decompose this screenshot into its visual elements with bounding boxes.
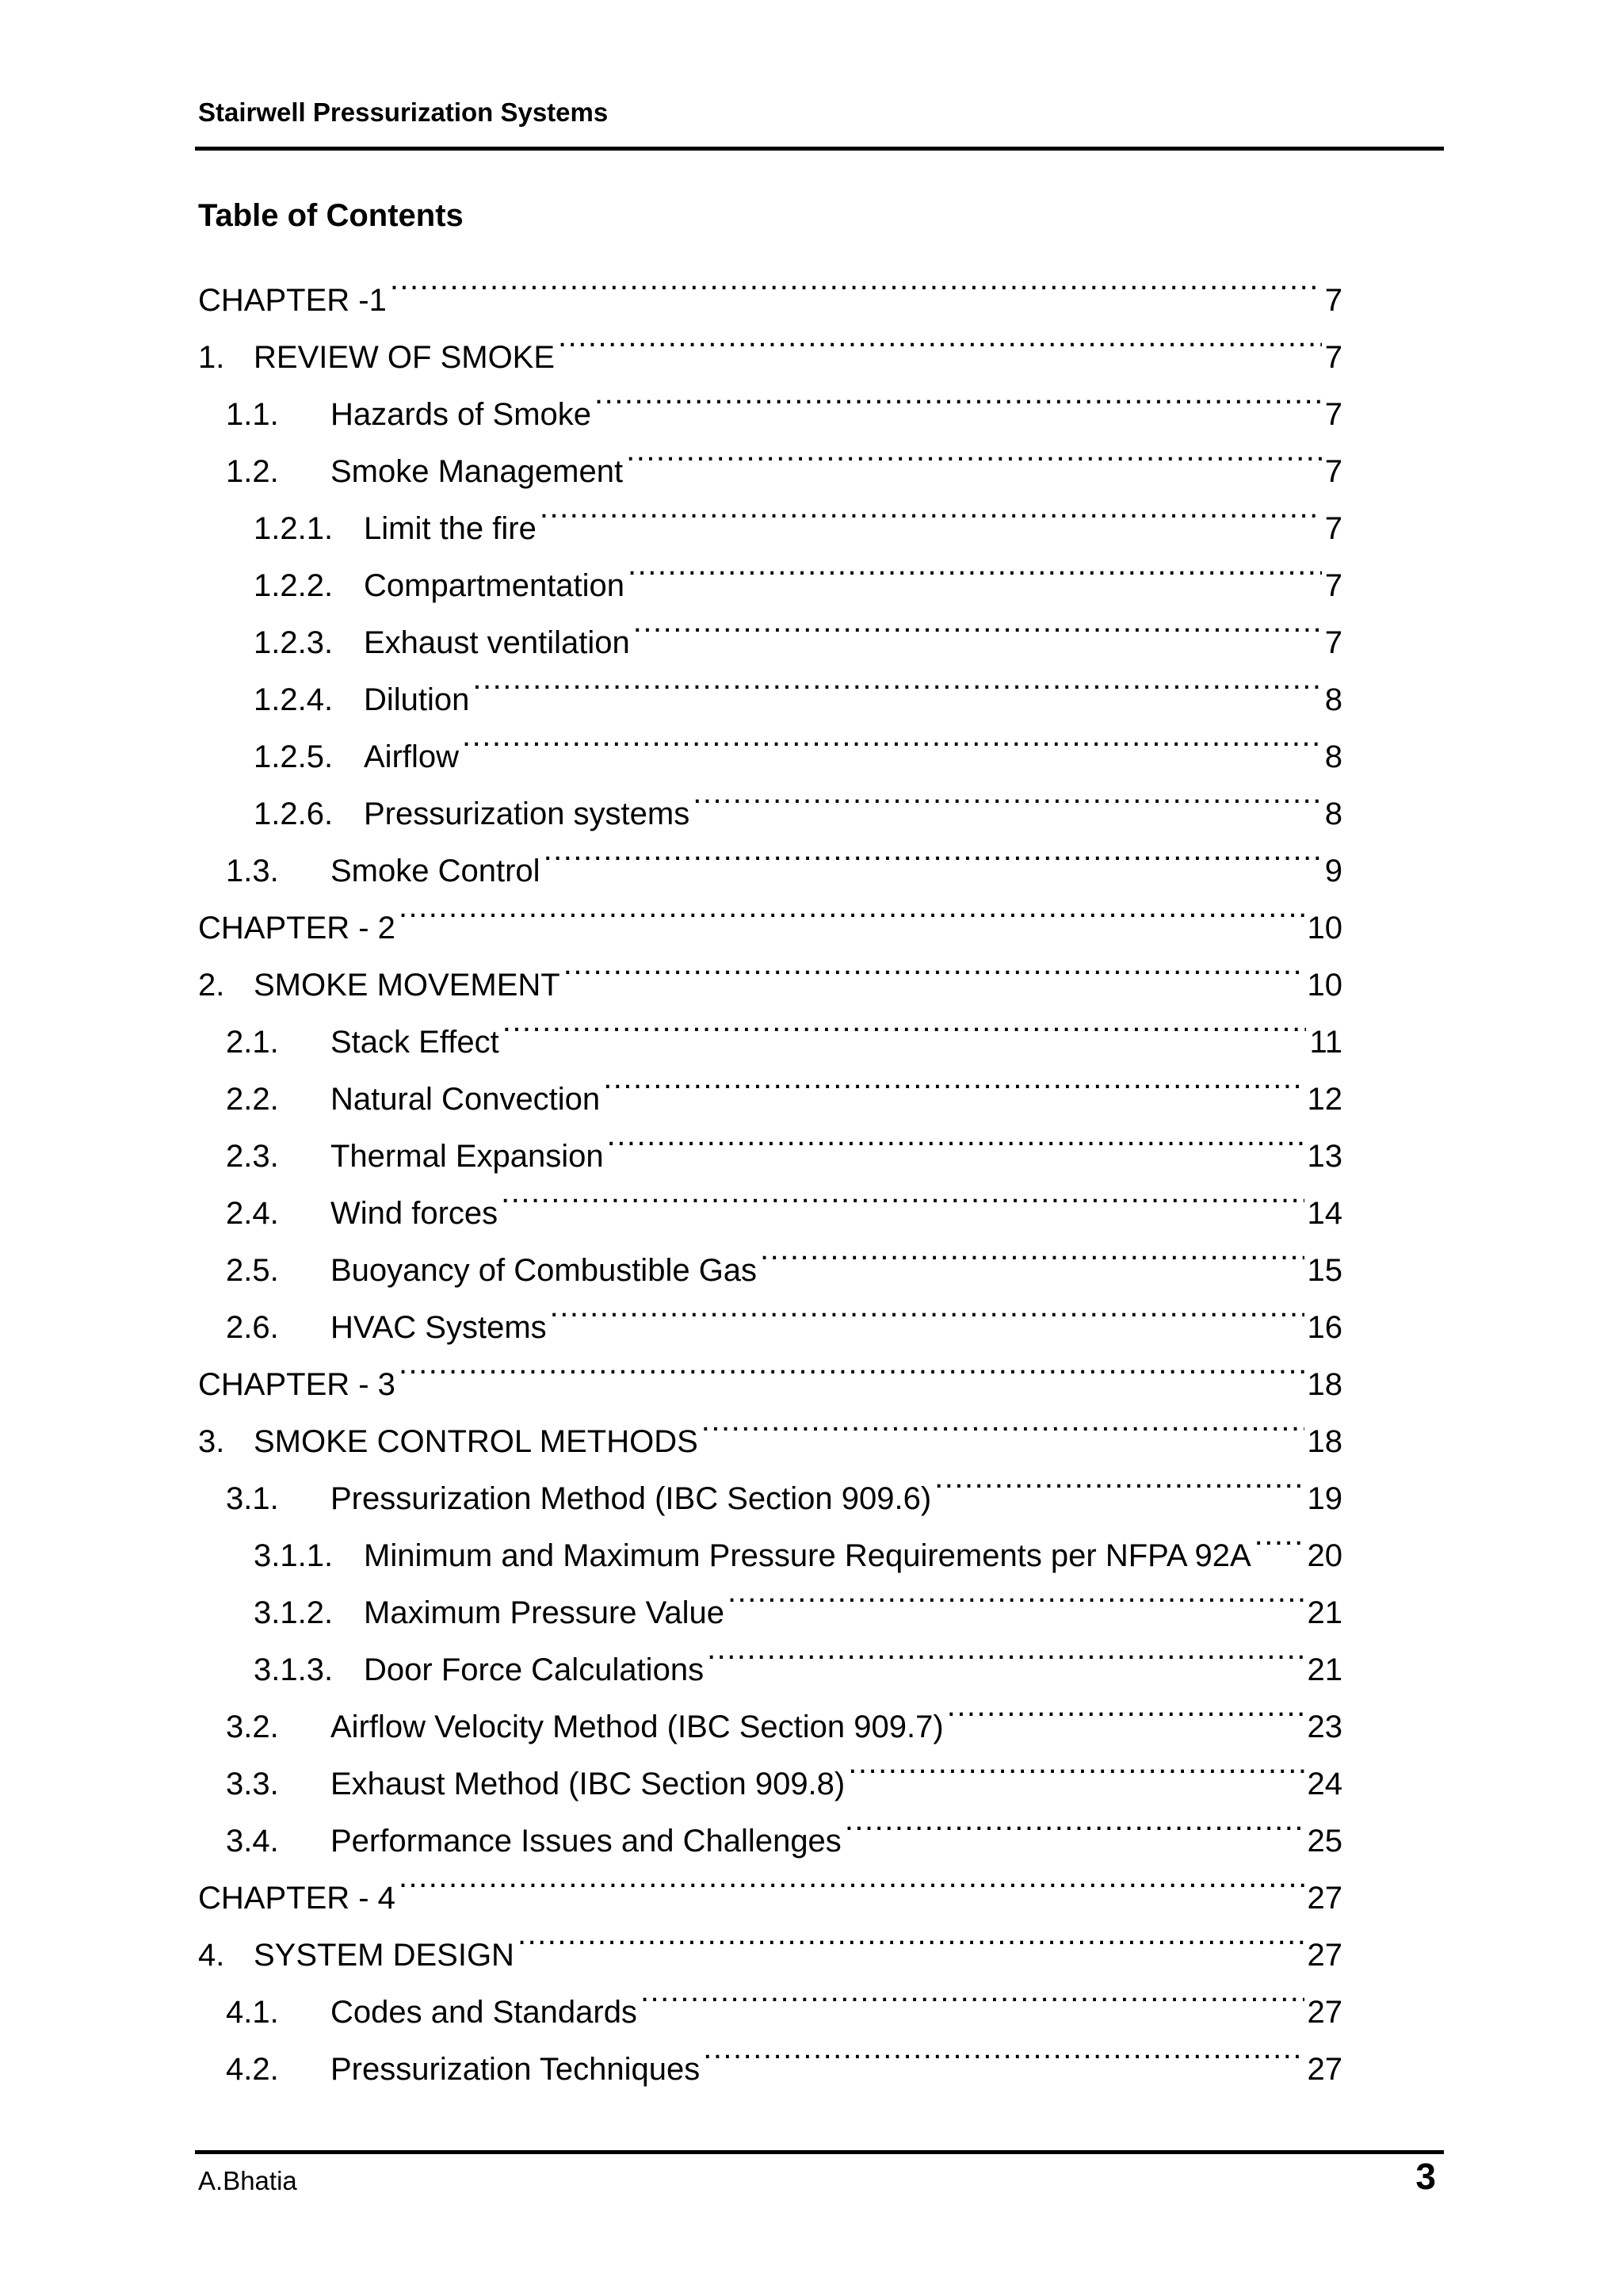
toc-dot-leader bbox=[848, 1750, 1304, 1794]
toc-entry-title: Stack Effect bbox=[330, 1025, 499, 1060]
toc-dot-leader bbox=[558, 323, 1322, 368]
toc-dot-leader bbox=[502, 1008, 1307, 1052]
toc-entry-title: Airflow Velocity Method (IBC Section 909.7) bbox=[330, 1710, 944, 1744]
toc-entry[interactable] bbox=[198, 951, 1342, 1008]
toc-entry-number: 3.2. bbox=[226, 1710, 279, 1744]
toc-entry-page: 14 bbox=[1307, 1196, 1342, 1231]
toc-entry-title: Thermal Expansion bbox=[330, 1139, 604, 1174]
toc-entry[interactable] bbox=[198, 1065, 1342, 1122]
toc-entry-number: 4. bbox=[198, 1938, 225, 1973]
toc-entry[interactable] bbox=[198, 1579, 1342, 1636]
toc-entry-title: Airflow bbox=[364, 739, 460, 774]
toc-entry[interactable] bbox=[198, 666, 1342, 723]
toc-dot-leader bbox=[707, 1636, 1304, 1680]
toc-entry[interactable] bbox=[198, 1921, 1342, 1978]
toc-entry-page: 20 bbox=[1307, 1538, 1342, 1573]
toc-entry-page: 21 bbox=[1307, 1595, 1342, 1630]
toc-entry[interactable] bbox=[198, 1408, 1342, 1465]
toc-dot-leader bbox=[399, 1864, 1304, 1908]
toc-dot-leader bbox=[399, 894, 1304, 938]
toc-entry[interactable] bbox=[198, 837, 1342, 894]
toc-dot-leader bbox=[607, 1122, 1304, 1167]
toc-entry-title: Pressurization Techniques bbox=[330, 2052, 701, 2087]
toc-entry-number: 2.3. bbox=[226, 1139, 279, 1174]
toc-entry-page: 7 bbox=[1324, 625, 1342, 660]
toc-entry-title: Pressurization systems bbox=[364, 797, 690, 831]
toc-dot-leader bbox=[594, 380, 1322, 425]
toc-entry[interactable] bbox=[198, 1179, 1342, 1236]
toc-entry-title: Wind forces bbox=[330, 1196, 498, 1231]
toc-entry[interactable] bbox=[198, 1636, 1342, 1693]
toc-entry-title: SYSTEM DESIGN bbox=[254, 1938, 514, 1973]
footer-page-number: 3 bbox=[1415, 2156, 1436, 2197]
toc-entry-number: 2.1. bbox=[226, 1025, 279, 1060]
toc-entry-number: 1.1. bbox=[226, 397, 279, 432]
toc-entry[interactable] bbox=[198, 723, 1342, 780]
toc-entry-number: 3.4. bbox=[226, 1824, 279, 1859]
toc-entry-number: 2.5. bbox=[226, 1253, 279, 1288]
toc-entry-page: 7 bbox=[1324, 397, 1342, 432]
toc-entry-page: 7 bbox=[1324, 454, 1342, 489]
toc-entry[interactable] bbox=[198, 1008, 1342, 1065]
toc-entry[interactable] bbox=[198, 1350, 1342, 1408]
toc-entry-number: 2.4. bbox=[226, 1196, 279, 1231]
toc-entry-page: 21 bbox=[1307, 1652, 1342, 1687]
toc-dot-leader bbox=[934, 1465, 1304, 1509]
toc-entry-number: 3.1.1. bbox=[254, 1538, 334, 1573]
toc-entry-number: 1.2.1. bbox=[254, 511, 334, 546]
toc-dot-leader bbox=[550, 1293, 1304, 1338]
toc-entry[interactable] bbox=[198, 1236, 1342, 1293]
toc-entry[interactable] bbox=[198, 323, 1342, 380]
toc-entry-page: 18 bbox=[1307, 1367, 1342, 1402]
toc-entry-page: 8 bbox=[1324, 739, 1342, 774]
toc-entry-number: 3.1. bbox=[226, 1481, 279, 1516]
toc-entry-title: CHAPTER - 3 bbox=[198, 1367, 395, 1402]
toc-dot-leader bbox=[390, 266, 1322, 311]
toc-entry[interactable] bbox=[198, 1122, 1342, 1179]
toc-dot-leader bbox=[462, 723, 1322, 767]
toc-entry-title: Exhaust ventilation bbox=[364, 625, 630, 660]
toc-dot-leader bbox=[628, 552, 1322, 596]
toc-entry-title: Hazards of Smoke bbox=[330, 397, 592, 432]
toc-entry[interactable] bbox=[198, 1750, 1342, 1807]
toc-dot-leader bbox=[703, 2035, 1304, 2080]
toc-entry-title: Codes and Standards bbox=[330, 1995, 637, 2030]
toc-entry-number: 3.3. bbox=[226, 1767, 279, 1801]
toc-entry[interactable] bbox=[198, 380, 1342, 437]
toc-entry-title: Door Force Calculations bbox=[364, 1652, 705, 1687]
toc-entry-number: 3.1.2. bbox=[254, 1595, 334, 1630]
toc-entry-page: 24 bbox=[1307, 1767, 1342, 1801]
toc-entry-title: Smoke Management bbox=[330, 454, 624, 489]
toc-entry-number: 3.1.3. bbox=[254, 1652, 334, 1687]
toc-entry-title: Performance Issues and Challenges bbox=[330, 1824, 842, 1859]
toc-entry-title: Exhaust Method (IBC Section 909.8) bbox=[330, 1767, 846, 1801]
toc-dot-leader bbox=[540, 495, 1322, 539]
toc-entry-page: 7 bbox=[1324, 283, 1342, 318]
header-rule bbox=[195, 147, 1444, 151]
toc-dot-leader bbox=[399, 1350, 1304, 1395]
toc-entry-page: 25 bbox=[1307, 1824, 1342, 1859]
toc-entry[interactable] bbox=[198, 609, 1342, 666]
toc-entry-title: Compartmentation bbox=[364, 568, 625, 603]
toc-entry-title: Maximum Pressure Value bbox=[364, 1595, 724, 1630]
toc-entry-page: 27 bbox=[1307, 1881, 1342, 1916]
toc-dot-leader bbox=[563, 951, 1304, 995]
toc-entry[interactable] bbox=[198, 1465, 1342, 1522]
toc-dot-leader bbox=[517, 1921, 1304, 1966]
toc-entry-title: CHAPTER - 2 bbox=[198, 911, 395, 946]
toc-entry-number: 4.2. bbox=[226, 2052, 279, 2087]
toc-entry-title: CHAPTER - 4 bbox=[198, 1881, 395, 1916]
toc-dot-leader bbox=[845, 1807, 1304, 1851]
toc-entry-title: SMOKE CONTROL METHODS bbox=[254, 1424, 698, 1459]
toc-entry-number: 1. bbox=[198, 340, 225, 375]
toc-dot-leader bbox=[947, 1693, 1304, 1737]
toc-dot-leader bbox=[544, 837, 1322, 881]
toc-entry-number: 4.1. bbox=[226, 1995, 279, 2030]
toc-dot-leader bbox=[760, 1236, 1304, 1281]
toc-entry-number: 2.2. bbox=[226, 1082, 279, 1117]
toc-entry-page: 27 bbox=[1307, 1938, 1342, 1973]
toc-entry[interactable] bbox=[198, 1693, 1342, 1750]
toc-entry-page: 18 bbox=[1307, 1424, 1342, 1459]
toc-entry-number: 2.6. bbox=[226, 1310, 279, 1345]
toc-entry-page: 16 bbox=[1307, 1310, 1342, 1345]
running-header-title: Stairwell Pressurization Systems bbox=[198, 97, 609, 127]
footer-rule bbox=[195, 2150, 1444, 2154]
toc-entry-number: 1.2. bbox=[226, 454, 279, 489]
toc-entry-title: Minimum and Maximum Pressure Requirements per NFPA 92A bbox=[364, 1538, 1251, 1573]
toc-entry-page: 8 bbox=[1324, 682, 1342, 717]
toc-entry-title: SMOKE MOVEMENT bbox=[254, 968, 560, 1003]
toc-entry[interactable] bbox=[198, 437, 1342, 495]
toc-entry-page: 23 bbox=[1307, 1710, 1342, 1744]
toc-entry-page: 12 bbox=[1307, 1082, 1342, 1117]
toc-dot-leader bbox=[472, 666, 1321, 710]
toc-entry-title: Natural Convection bbox=[330, 1082, 601, 1117]
toc-entry-number: 1.2.6. bbox=[254, 797, 334, 831]
toc-entry[interactable] bbox=[198, 1978, 1342, 2035]
toc-entry[interactable] bbox=[198, 1522, 1342, 1579]
toc-entry-number: 1.3. bbox=[226, 854, 279, 888]
toc-entry-title: Buoyancy of Combustible Gas bbox=[330, 1253, 758, 1288]
toc-entry[interactable] bbox=[198, 2035, 1342, 2092]
toc-entry-page: 7 bbox=[1324, 568, 1342, 603]
toc-entry-title: Dilution bbox=[364, 682, 470, 717]
toc-entry-title: CHAPTER -1 bbox=[198, 283, 387, 318]
toc-entry-number: 1.2.3. bbox=[254, 625, 334, 660]
toc-dot-leader bbox=[633, 609, 1322, 653]
toc-entry[interactable] bbox=[198, 780, 1342, 837]
toc-entry[interactable] bbox=[198, 495, 1342, 552]
toc-entry-number: 1.2.4. bbox=[254, 682, 334, 717]
toc-entry-number: 3. bbox=[198, 1424, 225, 1459]
toc-entry-page: 10 bbox=[1307, 911, 1342, 946]
toc-entry-page: 13 bbox=[1307, 1139, 1342, 1174]
toc-heading: Table of Contents bbox=[198, 198, 464, 233]
toc-entry-page: 9 bbox=[1324, 854, 1342, 888]
toc-entry-page: 11 bbox=[1309, 1025, 1342, 1060]
toc-entry[interactable] bbox=[198, 1807, 1342, 1864]
toc-dot-leader bbox=[603, 1065, 1304, 1110]
toc-entry-page: 27 bbox=[1307, 1995, 1342, 2030]
toc-entry-title: Smoke Control bbox=[330, 854, 540, 888]
toc-entry[interactable] bbox=[198, 1293, 1342, 1350]
toc-entry-title: Pressurization Method (IBC Section 909.6) bbox=[330, 1481, 932, 1516]
toc-dot-leader bbox=[693, 780, 1322, 824]
toc-dot-leader bbox=[701, 1408, 1304, 1452]
footer-author: A.Bhatia bbox=[198, 2166, 297, 2195]
toc-entry[interactable] bbox=[198, 552, 1342, 609]
toc-dot-leader bbox=[727, 1579, 1304, 1623]
toc-dot-leader bbox=[1254, 1522, 1304, 1566]
toc-entry-page: 19 bbox=[1307, 1481, 1342, 1516]
toc-entry-page: 8 bbox=[1324, 797, 1342, 831]
toc-entry-number: 1.2.2. bbox=[254, 568, 334, 603]
toc-entry-page: 15 bbox=[1307, 1253, 1342, 1288]
toc-entry[interactable] bbox=[198, 266, 1342, 323]
toc-entry[interactable] bbox=[198, 1864, 1342, 1921]
toc-entry[interactable] bbox=[198, 894, 1342, 951]
toc-dot-leader bbox=[640, 1978, 1304, 2023]
toc-entry-title: HVAC Systems bbox=[330, 1310, 547, 1345]
toc-entry-page: 10 bbox=[1307, 968, 1342, 1003]
toc-entry-title: Limit the fire bbox=[364, 511, 537, 546]
toc-entry-title: REVIEW OF SMOKE bbox=[254, 340, 556, 375]
toc-entry-page: 27 bbox=[1307, 2052, 1342, 2087]
toc-dot-leader bbox=[501, 1179, 1304, 1224]
toc-entry-number: 2. bbox=[198, 968, 225, 1003]
toc-entry-page: 7 bbox=[1324, 340, 1342, 375]
toc-entry-page: 7 bbox=[1324, 511, 1342, 546]
toc-dot-leader bbox=[626, 437, 1322, 482]
toc-list bbox=[198, 266, 1342, 2092]
toc-entry-number: 1.2.5. bbox=[254, 739, 334, 774]
